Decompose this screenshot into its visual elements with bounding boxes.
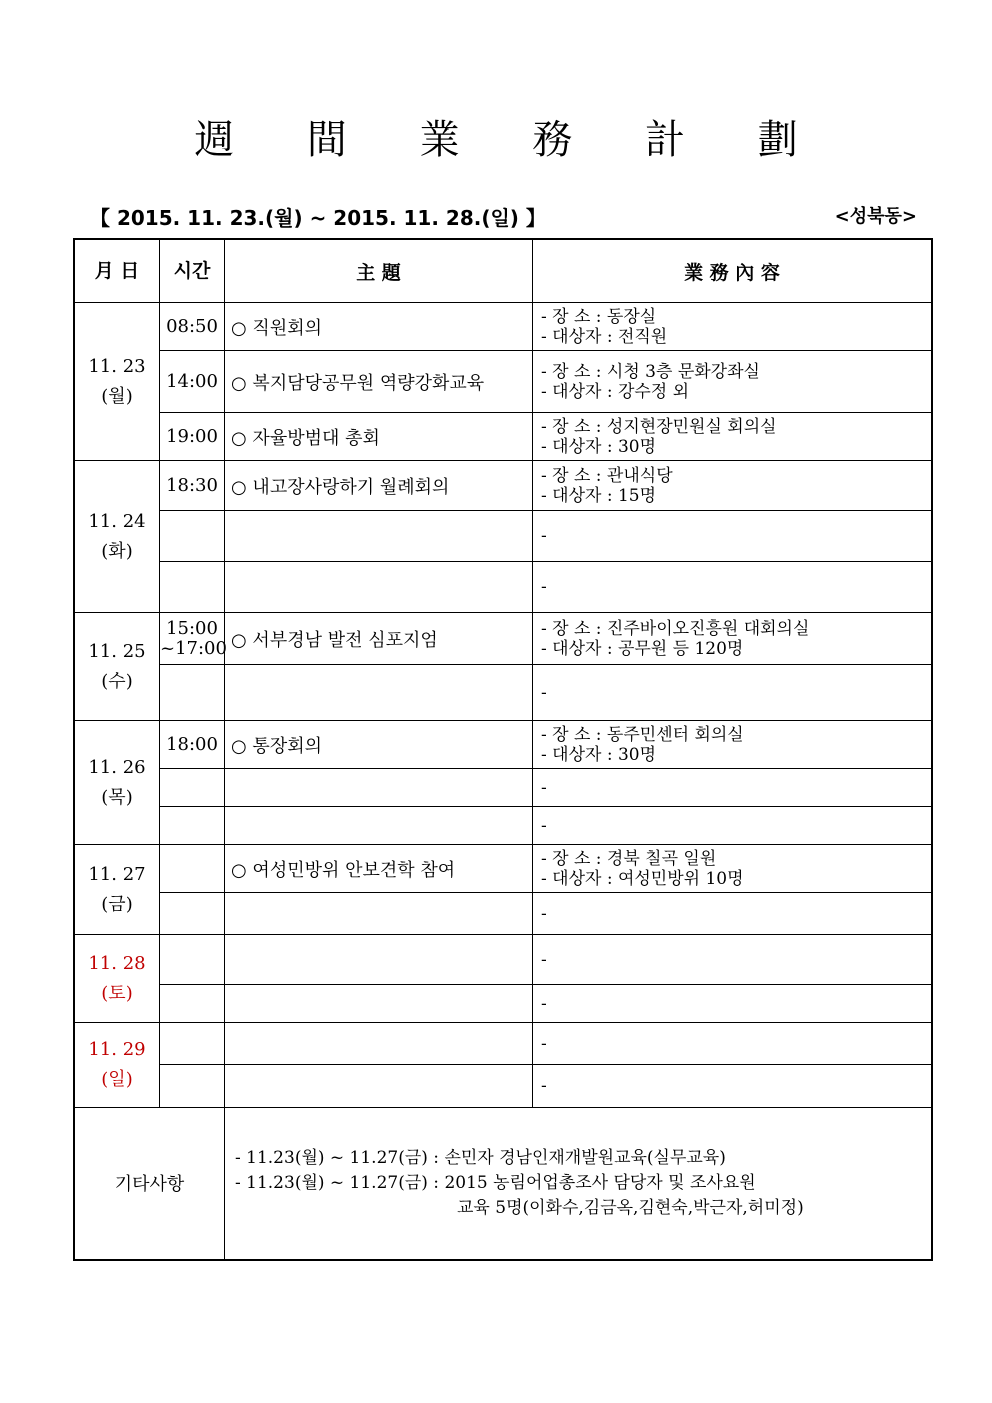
- content-cell: - 장 소 : 성지현장민원실 회의실 - 대상자 : 30명: [533, 413, 933, 461]
- topic-cell: [225, 935, 533, 985]
- topic-cell: ○ 통장회의: [225, 721, 533, 769]
- time-cell: [160, 845, 225, 893]
- page-title: 週 間 業 務 計 劃: [194, 117, 828, 163]
- date-label: 11. 26: [88, 756, 146, 778]
- table-row: [74, 935, 932, 985]
- time-cell: 14:00: [160, 351, 225, 413]
- header-time: 시간: [160, 239, 225, 303]
- table-row: [74, 1023, 932, 1065]
- date-cell: [74, 461, 160, 613]
- table-row: [74, 303, 932, 351]
- date-label: 11. 28: [88, 952, 146, 974]
- weekday-label: (일): [101, 1069, 133, 1090]
- content-cell: - 장 소 : 진주바이오진흥원 대회의실 - 대상자 : 공무원 등 120명: [533, 613, 933, 665]
- other-note-line: - 11.23(월) ~ 11.27(금) : 2015 농림어업총조사 담당자 및 조사요원: [235, 1172, 756, 1193]
- table-row: [74, 413, 932, 461]
- time-cell: 15:00 ~17:00: [160, 613, 225, 665]
- department-label: <성북동>: [834, 206, 917, 227]
- content-cell: -: [533, 1023, 933, 1065]
- weekday-label: (금): [101, 893, 133, 915]
- table-row: [74, 721, 932, 769]
- other-notes-content: [225, 1108, 933, 1260]
- table-row: [74, 613, 932, 665]
- content-cell: -: [533, 985, 933, 1023]
- time-cell: [160, 1023, 225, 1065]
- time-cell: [160, 769, 225, 807]
- time-cell: 19:00: [160, 413, 225, 461]
- date-label: 11. 27: [88, 863, 146, 885]
- content-cell: - 장 소 : 동장실 - 대상자 : 전직원: [533, 303, 933, 351]
- other-notes-label: 기타사항: [74, 1108, 225, 1260]
- topic-cell: ○ 서부경남 발전 심포지엄: [225, 613, 533, 665]
- date-cell: [74, 1023, 160, 1108]
- period-range: 【 2015. 11. 23.(월) ~ 2015. 11. 28.(일) 】: [90, 206, 546, 230]
- content-cell: - 장 소 : 경북 칠곡 일원 - 대상자 : 여성민방위 10명: [533, 845, 933, 893]
- table-row: [74, 893, 932, 935]
- time-cell: [160, 562, 225, 613]
- table-row: [74, 845, 932, 893]
- content-cell: - 장 소 : 관내식당 - 대상자 : 15명: [533, 461, 933, 511]
- date-label: 11. 24: [88, 510, 146, 532]
- table-row: [74, 769, 932, 807]
- date-cell: [74, 721, 160, 845]
- table-row: [74, 562, 932, 613]
- table-row: [74, 511, 932, 562]
- time-cell: [160, 985, 225, 1023]
- content-cell: -: [533, 935, 933, 985]
- topic-cell: [225, 562, 533, 613]
- time-cell: 18:30: [160, 461, 225, 511]
- content-cell: -: [533, 807, 933, 845]
- weekday-label: (수): [101, 670, 133, 692]
- time-cell: [160, 665, 225, 721]
- content-cell: - 장 소 : 동주민센터 회의실 - 대상자 : 30명: [533, 721, 933, 769]
- weekday-label: (토): [101, 982, 133, 1004]
- table-row: [74, 351, 932, 413]
- date-cell: [74, 935, 160, 1023]
- topic-cell: ○ 내고장사랑하기 월례회의: [225, 461, 533, 511]
- time-cell: [160, 893, 225, 935]
- topic-cell: [225, 1065, 533, 1108]
- content-cell: -: [533, 665, 933, 721]
- other-note-line: 교육 5명(이화수,김금옥,김현숙,박근자,허미정): [457, 1197, 804, 1218]
- time-cell: 08:50: [160, 303, 225, 351]
- content-cell: - 장 소 : 시청 3층 문화강좌실 - 대상자 : 강수정 외: [533, 351, 933, 413]
- content-cell: -: [533, 769, 933, 807]
- date-cell: [74, 613, 160, 721]
- date-label: 11. 29: [88, 1039, 146, 1060]
- topic-cell: [225, 1023, 533, 1065]
- date-cell: [74, 845, 160, 935]
- topic-cell: [225, 769, 533, 807]
- content-cell: -: [533, 562, 933, 613]
- table-row: [74, 985, 932, 1023]
- date-label: 11. 23: [88, 355, 146, 377]
- table-row: [74, 1065, 932, 1108]
- content-cell: -: [533, 893, 933, 935]
- topic-cell: ○ 자율방범대 총회: [225, 413, 533, 461]
- table-row: [74, 807, 932, 845]
- other-note-line: - 11.23(월) ~ 11.27(금) : 손민자 경남인재개발원교육(실무교육): [235, 1147, 726, 1168]
- other-notes-row: [74, 1108, 932, 1260]
- topic-cell: ○ 여성민방위 안보견학 참여: [225, 845, 533, 893]
- time-cell: [160, 807, 225, 845]
- table-row: [74, 461, 932, 511]
- content-cell: -: [533, 511, 933, 562]
- topic-cell: [225, 511, 533, 562]
- date-cell: [74, 303, 160, 461]
- time-cell: [160, 1065, 225, 1108]
- table-header-row: [74, 239, 932, 303]
- content-cell: -: [533, 1065, 933, 1108]
- topic-cell: [225, 807, 533, 845]
- header-topic: 主 題: [225, 239, 533, 303]
- date-label: 11. 25: [88, 640, 146, 662]
- topic-cell: [225, 893, 533, 935]
- time-cell: 18:00: [160, 721, 225, 769]
- topic-cell: [225, 985, 533, 1023]
- topic-cell: [225, 665, 533, 721]
- header-content: 業 務 內 容: [533, 239, 933, 303]
- weekday-label: (화): [101, 540, 133, 562]
- topic-cell: ○ 직원회의: [225, 303, 533, 351]
- header-date: 月 日: [74, 239, 160, 303]
- weekday-label: (월): [101, 385, 133, 407]
- weekday-label: (목): [101, 786, 133, 808]
- table-row: [74, 665, 932, 721]
- weekly-plan-table: [73, 238, 933, 1261]
- time-cell: [160, 511, 225, 562]
- time-cell: [160, 935, 225, 985]
- topic-cell: ○ 복지담당공무원 역량강화교육: [225, 351, 533, 413]
